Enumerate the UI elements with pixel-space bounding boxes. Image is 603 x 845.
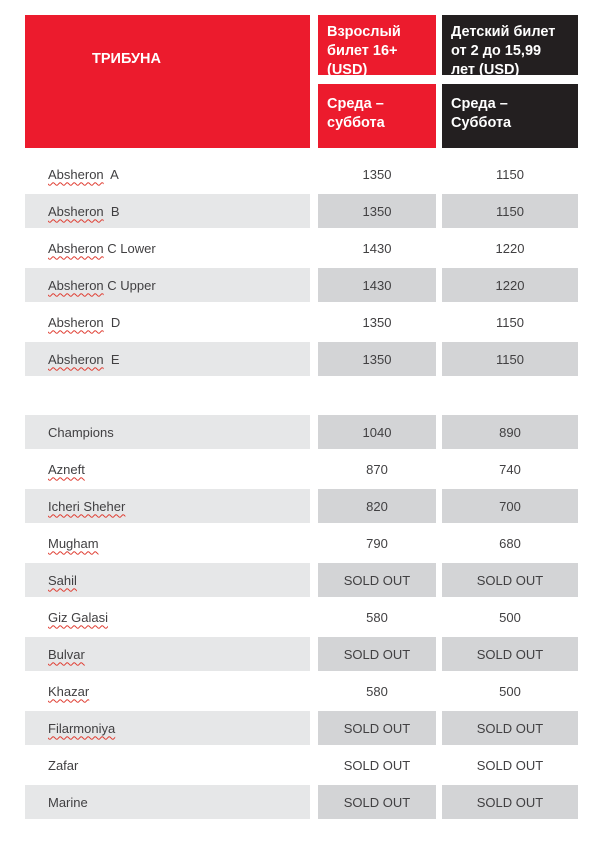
price-table — [25, 15, 578, 822]
table-row — [25, 785, 578, 819]
table-row — [25, 637, 578, 671]
child-price-cell: 700 — [442, 489, 578, 523]
stand-name-cell — [25, 268, 310, 302]
adult-price-cell: 1350 — [362, 314, 392, 330]
table-row — [25, 305, 578, 339]
table-row — [25, 157, 578, 191]
adult-price-cell: SOLD OUT — [318, 785, 436, 819]
child-column-header — [442, 15, 578, 148]
adult-ticket-title: Взрослый билет 16+ (USD) — [318, 15, 436, 75]
child-price-cell: SOLD OUT — [442, 637, 578, 671]
adult-price-cell: 790 — [366, 535, 388, 551]
stand-name: D — [103, 314, 121, 330]
table-row — [25, 526, 578, 560]
table-row — [25, 674, 578, 708]
stand-name-cell — [25, 563, 310, 597]
adult-price-cell: SOLD OUT — [318, 711, 436, 745]
child-price-cell: SOLD OUT — [442, 785, 578, 819]
child-price-cell: 500 — [499, 609, 521, 625]
stand-name: B — [103, 203, 120, 219]
adult-price-cell: 1430 — [318, 268, 436, 302]
stand-name-cell — [25, 342, 310, 376]
table-row — [25, 600, 578, 634]
adult-price-cell: 1350 — [318, 342, 436, 376]
table-body — [25, 157, 578, 819]
table-row — [25, 194, 578, 228]
child-price-cell: SOLD OUT — [476, 757, 544, 773]
stand-name-cell — [25, 785, 310, 819]
adult-price-cell: 1430 — [362, 240, 392, 256]
child-ticket-days: Среда – Суббота — [442, 84, 578, 148]
stand-name-misspelled: Absheron — [48, 277, 104, 293]
child-price-cell: 1220 — [442, 268, 578, 302]
adult-price-cell: SOLD OUT — [343, 757, 411, 773]
stand-name-misspelled: Bulvar — [48, 646, 85, 662]
child-price-cell: SOLD OUT — [442, 563, 578, 597]
table-row — [25, 268, 578, 302]
stand-name-cell — [25, 415, 310, 449]
table-row — [25, 748, 578, 782]
stand-name-misspelled: Icheri Sheher — [48, 498, 126, 514]
adult-price-cell: 1350 — [318, 194, 436, 228]
stand-name-misspelled: Absheron — [48, 351, 104, 367]
stand-name-misspelled: Absheron — [48, 314, 104, 330]
stand-name-cell — [25, 452, 310, 486]
stand-name-misspelled: Absheron — [48, 240, 104, 256]
stand-name-cell — [25, 674, 310, 708]
adult-price-cell: 1350 — [362, 166, 392, 182]
stand-name: A — [103, 166, 119, 182]
stand-name: E — [103, 351, 120, 367]
stand-name-cell — [25, 305, 310, 339]
child-price-cell: 1150 — [496, 166, 524, 182]
child-price-cell: 680 — [499, 535, 521, 551]
child-price-cell: 1150 — [442, 194, 578, 228]
child-ticket-title: Детский билет от 2 до 15,99 лет (USD) — [442, 15, 578, 75]
child-price-cell: 1220 — [495, 240, 525, 256]
adult-price-cell: 870 — [366, 461, 388, 477]
adult-price-cell: SOLD OUT — [318, 563, 436, 597]
adult-price-cell: SOLD OUT — [318, 637, 436, 671]
child-price-cell: 890 — [442, 415, 578, 449]
stand-name: Zafar — [48, 757, 79, 773]
stand-name: C Lower — [103, 240, 156, 256]
stand-name-misspelled: Mugham — [48, 535, 99, 551]
stand-name-cell — [25, 600, 310, 634]
adult-column-header — [318, 15, 436, 148]
stand-name-misspelled: Absheron — [48, 166, 104, 182]
table-row — [25, 415, 578, 449]
stand-name-misspelled: Azneft — [48, 461, 85, 477]
table-row — [25, 489, 578, 523]
child-price-cell: SOLD OUT — [442, 711, 578, 745]
stand-name-misspelled: Filarmoniya — [48, 720, 116, 736]
stand-name: Marine — [48, 794, 88, 810]
stand-name-misspelled: Giz Galasi — [48, 609, 108, 625]
adult-price-cell: 580 — [366, 683, 388, 699]
table-row — [25, 342, 578, 376]
child-price-cell: 1150 — [496, 314, 524, 330]
stand-column-header: ТРИБУНА — [25, 15, 310, 148]
stand-name-cell — [25, 489, 310, 523]
stand-name: C Upper — [103, 277, 156, 293]
adult-price-cell: 580 — [366, 609, 388, 625]
table-header — [25, 15, 578, 148]
child-price-cell: 740 — [499, 461, 521, 477]
table-row — [25, 452, 578, 486]
adult-price-cell: 820 — [318, 489, 436, 523]
stand-name-misspelled: Absheron — [48, 203, 104, 219]
stand-name-misspelled: Khazar — [48, 683, 90, 699]
stand-name: Champions — [48, 424, 114, 440]
adult-ticket-days: Среда – суббота — [318, 84, 436, 148]
stand-name-cell — [25, 637, 310, 671]
stand-name-misspelled: Sahil — [48, 572, 77, 588]
table-row — [25, 711, 578, 745]
stand-name-cell — [25, 157, 310, 191]
table-row — [25, 563, 578, 597]
stand-name-cell — [25, 231, 310, 265]
stand-name-cell — [25, 748, 310, 782]
child-price-cell: 500 — [499, 683, 521, 699]
section-spacer — [25, 379, 578, 415]
stand-name-cell — [25, 711, 310, 745]
adult-price-cell: 1040 — [318, 415, 436, 449]
stand-name-cell — [25, 194, 310, 228]
stand-name-cell — [25, 526, 310, 560]
table-row — [25, 231, 578, 265]
child-price-cell: 1150 — [442, 342, 578, 376]
